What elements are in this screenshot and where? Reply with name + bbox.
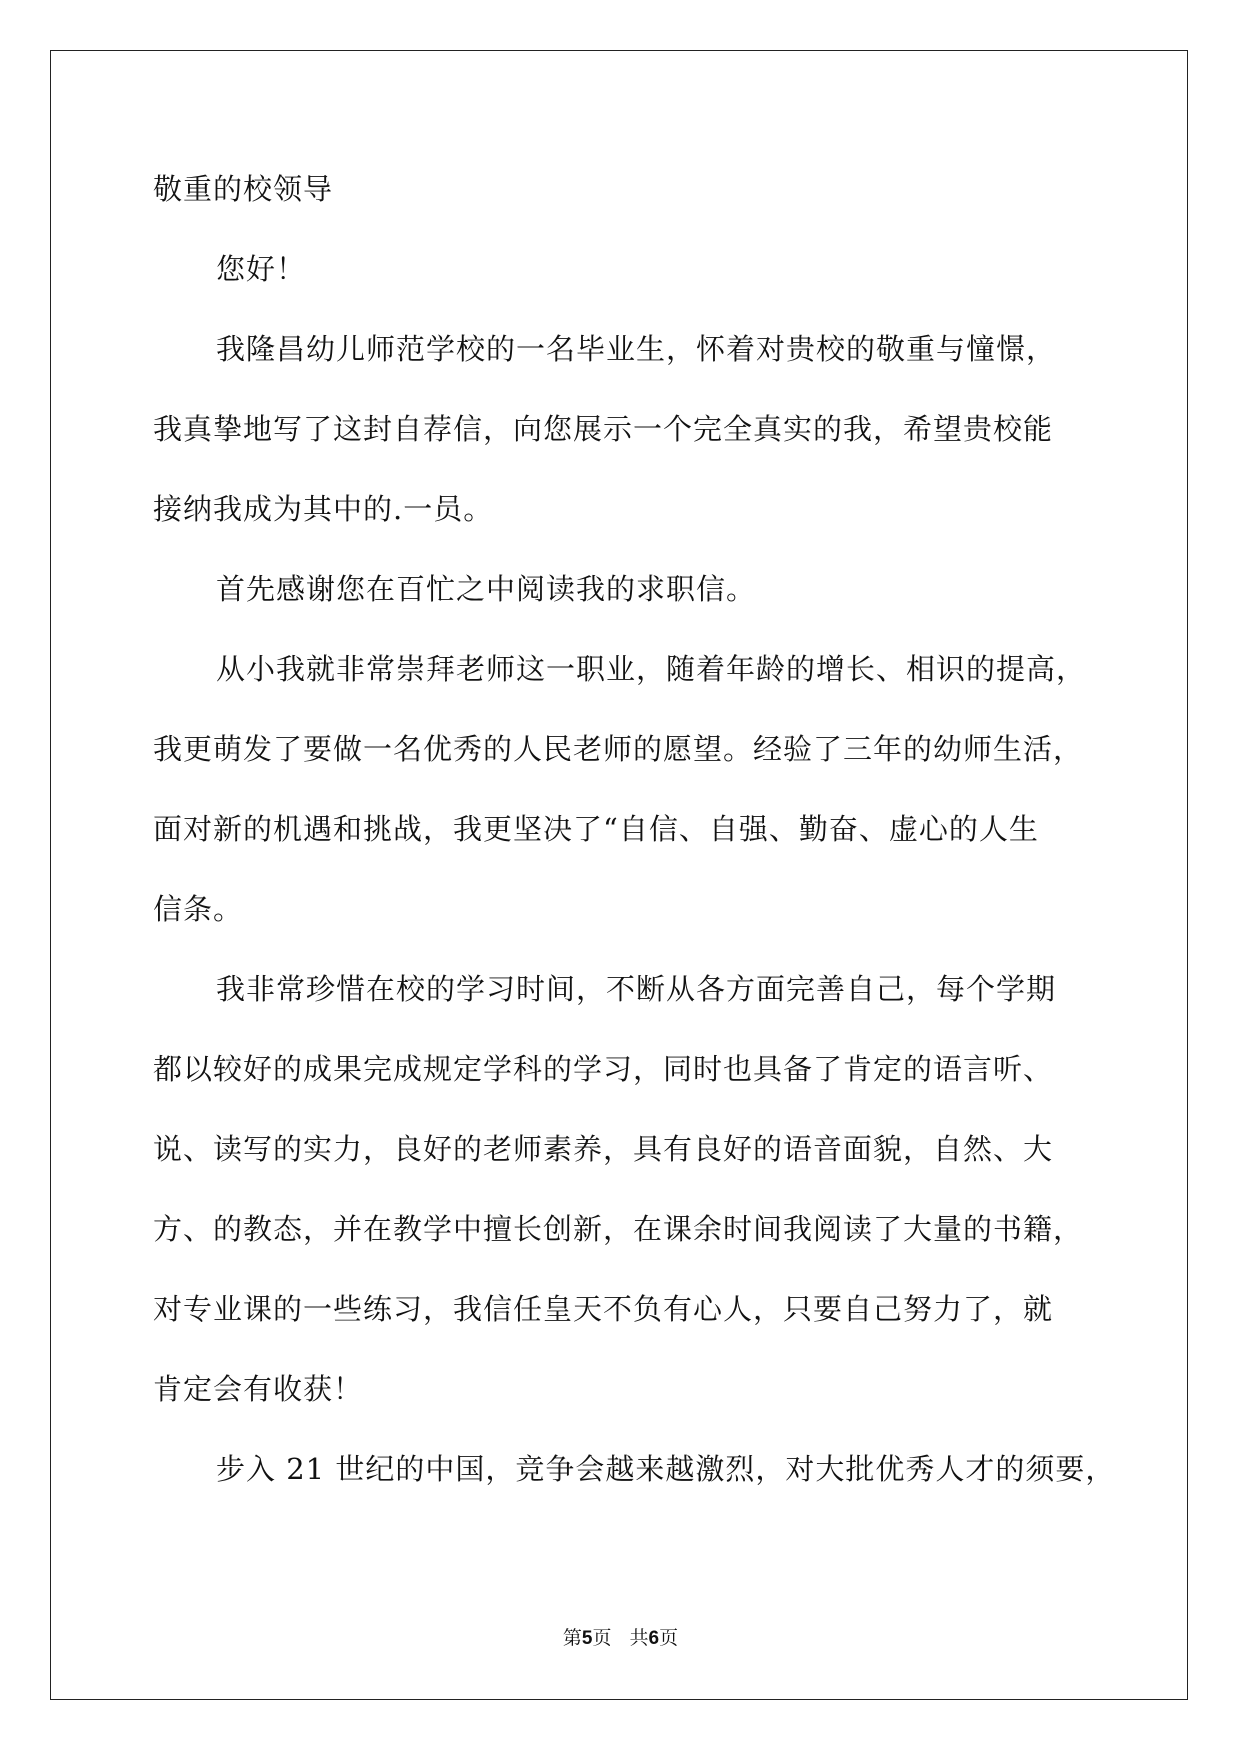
- greeting: 您好！: [216, 252, 307, 286]
- paragraph-line: 说、读写的实力，良好的老师素养，具有良好的语音面貌，自然、大: [153, 1132, 1054, 1166]
- paragraph-line: 对专业课的一些练习，我信任皇天不负有心人，只要自己努力了，就: [153, 1292, 1054, 1326]
- paragraph-line: 面对新的机遇和挑战，我更坚决了“自信、自强、勤奋、虚心的人生: [153, 812, 1039, 846]
- paragraph-line: 步入 21 世纪的中国，竞争会越来越激烈，对大批优秀人才的须要，: [216, 1452, 1116, 1486]
- paragraph-line: 我更萌发了要做一名优秀的人民老师的愿望。经验了三年的幼师生活，: [153, 732, 1084, 766]
- page-unit: 页: [592, 1627, 612, 1649]
- page-current: 5: [581, 1628, 593, 1649]
- paragraph-line: 从小我就非常崇拜老师这一职业，随着年龄的增长、相识的提高，: [216, 652, 1087, 686]
- paragraph-line: 都以较好的成果完成规定学科的学习，同时也具备了肯定的语言听、: [153, 1052, 1054, 1086]
- paragraph-line: 信条。: [153, 892, 244, 926]
- page-prefix: 第: [562, 1627, 582, 1649]
- page-total: 6: [648, 1628, 660, 1649]
- paragraph-line: 我真挚地写了这封自荐信，向您展示一个完全真实的我，希望贵校能: [153, 412, 1054, 446]
- paragraph-line: 我隆昌幼儿师范学校的一名毕业生，怀着对贵校的敬重与憧憬，: [216, 332, 1057, 366]
- total-prefix: 共: [629, 1627, 649, 1649]
- paragraph-line: 接纳我成为其中的.一员。: [153, 492, 494, 526]
- letter-body: [153, 170, 1116, 1530]
- salutation: 敬重的校领导: [153, 172, 334, 206]
- paragraph-line: 首先感谢您在百忙之中阅读我的求职信。: [216, 572, 757, 606]
- paragraph-line: 方、的教态，并在教学中擅长创新，在课余时间我阅读了大量的书籍，: [153, 1212, 1084, 1246]
- paragraph-line: 我非常珍惜在校的学习时间，不断从各方面完善自己，每个学期: [216, 972, 1057, 1006]
- total-unit: 页: [659, 1627, 679, 1649]
- page-footer: [0, 1626, 1241, 1651]
- paragraph-line: 肯定会有收获！: [153, 1372, 364, 1406]
